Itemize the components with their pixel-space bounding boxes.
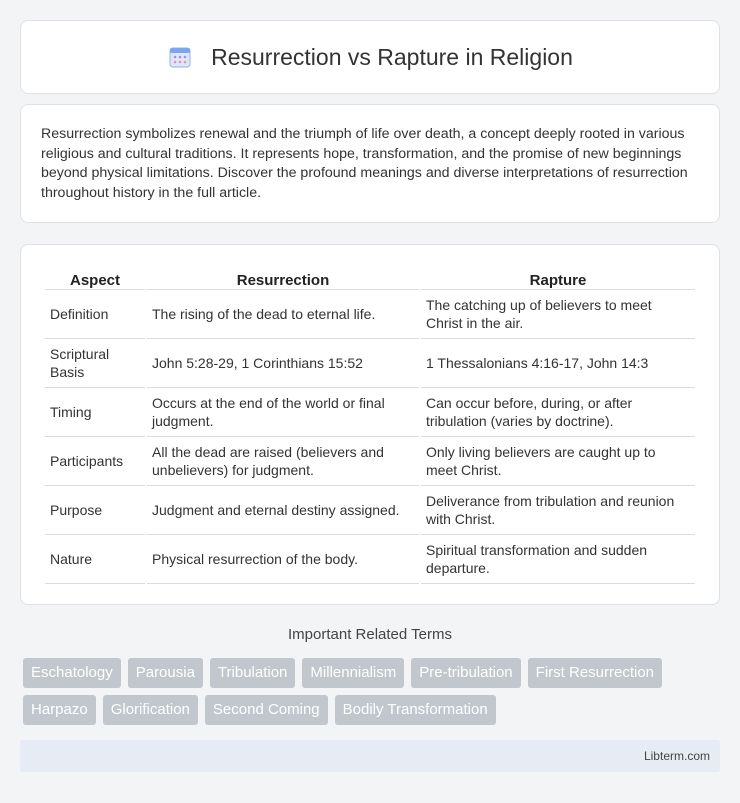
table-row	[45, 535, 695, 584]
comparison-table	[43, 265, 697, 584]
related-terms	[23, 658, 723, 725]
rapture-cell: Can occur before, during, or after tribulation (varies by doctrine).	[421, 388, 695, 437]
term-tag[interactable]: Eschatology	[23, 658, 121, 688]
intro-text: Resurrection symbolizes renewal and the triumph of life over death, a concept deeply rooted in various religious and cultural traditions. It represents hope, transformation, and the promise of new beginnings beyond physical limitations. Discover the profound meanings and diverse interpretations of resurrection throughout history in the full article.	[41, 126, 688, 201]
term-tag[interactable]: Millennialism	[302, 658, 404, 688]
table-row	[45, 290, 695, 339]
page-title: Resurrection vs Rapture in Religion	[211, 43, 573, 70]
aspect-cell: Scriptural Basis	[45, 339, 145, 388]
header-aspect: Aspect	[45, 265, 145, 290]
term-tag[interactable]: Bodily Transformation	[335, 695, 496, 725]
rapture-cell: Deliverance from tribulation and reunion with Christ.	[421, 486, 695, 535]
footer-link[interactable]: Libterm.com	[643, 749, 710, 763]
term-tag[interactable]: Harpazo	[23, 695, 96, 725]
resurrection-cell: All the dead are raised (believers and unbelievers) for judgment.	[147, 437, 419, 486]
header-card	[20, 20, 720, 94]
header	[167, 44, 573, 71]
resurrection-cell: Physical resurrection of the body.	[147, 535, 419, 584]
resurrection-cell: Occurs at the end of the world or final judgment.	[147, 388, 419, 437]
footer	[20, 740, 720, 772]
term-tag[interactable]: First Resurrection	[528, 658, 662, 688]
resurrection-cell: John 5:28-29, 1 Corinthians 15:52	[147, 339, 419, 388]
rapture-cell: The catching up of believers to meet Christ in the air.	[421, 290, 695, 339]
calendar-icon	[167, 44, 193, 70]
table-row	[45, 486, 695, 535]
aspect-cell: Timing	[45, 388, 145, 437]
aspect-cell: Participants	[45, 437, 145, 486]
table-row	[45, 388, 695, 437]
aspect-cell: Nature	[45, 535, 145, 584]
rapture-cell: 1 Thessalonians 4:16-17, John 14:3	[421, 339, 695, 388]
term-tag[interactable]: Glorification	[103, 695, 198, 725]
resurrection-cell: Judgment and eternal destiny assigned.	[147, 486, 419, 535]
resurrection-cell: The rising of the dead to eternal life.	[147, 290, 419, 339]
aspect-cell: Purpose	[45, 486, 145, 535]
table-row	[45, 437, 695, 486]
term-tag[interactable]: Pre-tribulation	[411, 658, 520, 688]
header-resurrection: Resurrection	[147, 265, 419, 290]
term-tag[interactable]: Parousia	[128, 658, 203, 688]
term-tag[interactable]: Second Coming	[205, 695, 328, 725]
table-header-row	[45, 265, 695, 290]
term-tag[interactable]: Tribulation	[210, 658, 295, 688]
table-row	[45, 339, 695, 388]
comparison-table-card	[20, 244, 720, 605]
rapture-cell: Spiritual transformation and sudden departure.	[421, 535, 695, 584]
related-terms-title: Important Related Terms	[288, 626, 452, 643]
header-rapture: Rapture	[421, 265, 695, 290]
rapture-cell: Only living believers are caught up to meet Christ.	[421, 437, 695, 486]
aspect-cell: Definition	[45, 290, 145, 339]
intro-card	[20, 104, 720, 223]
